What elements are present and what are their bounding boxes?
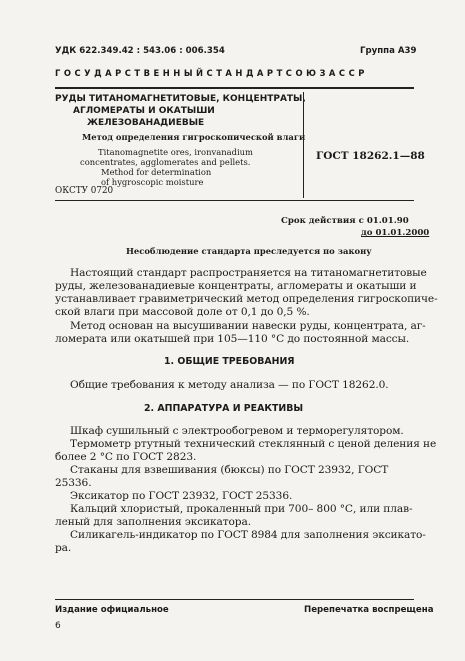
title-block-divider <box>55 200 414 201</box>
intro-line: руды, железованадиевые концентраты, агломераты и окатыши и <box>55 280 417 292</box>
en-title-line-2: concentrates, agglomerates and pellets. <box>80 157 251 167</box>
section-2-line: Термометр ртутный технический стеклянный с ценой деления не <box>70 438 437 450</box>
en-title-line-3: Method for determination <box>101 167 212 177</box>
section-2-line: Шкаф сушильный с электрообогревом и терморегулятором. <box>70 425 404 437</box>
section-1-text: Общие требования к методу анализа — по ГОСТ 18262.0. <box>70 379 389 391</box>
intro-line: Метод основан на высушивании навески руды, концентрата, аг- <box>70 320 426 332</box>
intro-line: Настоящий стандарт распространяется на титаномагнетитовые <box>70 267 427 279</box>
section-2-line: 25336. <box>55 477 92 489</box>
ru-title-line-1: РУДЫ ТИТАНОМАГНЕТИТОВЫЕ, КОНЦЕНТРАТЫ, <box>55 94 306 104</box>
section-2-line: Эксикатор по ГОСТ 23932, ГОСТ 25336. <box>70 490 293 502</box>
intro-line: ломерата или окатышей при 105—110 °С до постоянной массы. <box>55 333 410 345</box>
en-title-line-4: of hygroscopic moisture <box>101 177 204 187</box>
legal-notice: Несоблюдение стандарта преследуется по закону <box>126 246 372 256</box>
state-standard-banner: Г О С У Д А Р С Т В Е Н Н Ы Й С Т А Н Д А Р Т С О Ю З А С С Р <box>55 68 365 78</box>
ru-title-line-2: АГЛОМЕРАТЫ И ОКАТЫШИ <box>73 106 215 116</box>
validity-to: до 01.01.2000 <box>361 228 430 238</box>
gost-number: ГОСТ 18262.1—88 <box>316 150 425 162</box>
ru-title-line-3: ЖЕЛЕЗОВАНАДИЕВЫЕ <box>87 118 205 128</box>
section-2-line: Стаканы для взвешивания (бюксы) по ГОСТ 23932, ГОСТ <box>70 464 389 476</box>
section-2-line: леный для заполнения эксикатора. <box>55 516 251 528</box>
section-2-line: Кальций хлористый, прокаленный при 700– 800 °С, или плав- <box>70 503 413 515</box>
validity-from: Срок действия с 01.01.90 <box>281 216 409 226</box>
intro-line: ской влаги при массовой доле от 0,1 до 0,5 %. <box>55 306 310 318</box>
section-1-heading: 1. ОБЩИЕ ТРЕБОВАНИЯ <box>164 356 295 367</box>
udc-code: УДК 622.349.42 : 543.06 : 006.354 <box>55 46 225 56</box>
footer-divider <box>55 599 414 600</box>
en-title-line-1: Titanomagnetite ores, ironvanadium <box>98 147 253 157</box>
okstu-code: ОКСТУ 0720 <box>55 186 114 196</box>
header-divider <box>55 87 414 89</box>
ru-method-subtitle: Метод определения гигроскопической влаги <box>82 132 306 142</box>
section-2-heading: 2. АППАРАТУРА И РЕАКТИВЫ <box>144 403 304 414</box>
reprint-prohibited: Перепечатка воспрещена <box>304 605 434 615</box>
section-2-line: более 2 °С по ГОСТ 2823. <box>55 451 197 463</box>
title-vertical-divider <box>303 92 304 198</box>
section-2-line: ра. <box>55 542 72 554</box>
page-number: 6 <box>55 621 61 631</box>
official-edition: Издание официальное <box>55 605 169 615</box>
section-2-line: Силикагель-индикатор по ГОСТ 8984 для заполнения эксикато- <box>70 529 426 541</box>
group-code: Группа А39 <box>360 46 417 56</box>
intro-line: устанавливает гравиметрический метод определения гигроскопиче- <box>55 293 438 305</box>
